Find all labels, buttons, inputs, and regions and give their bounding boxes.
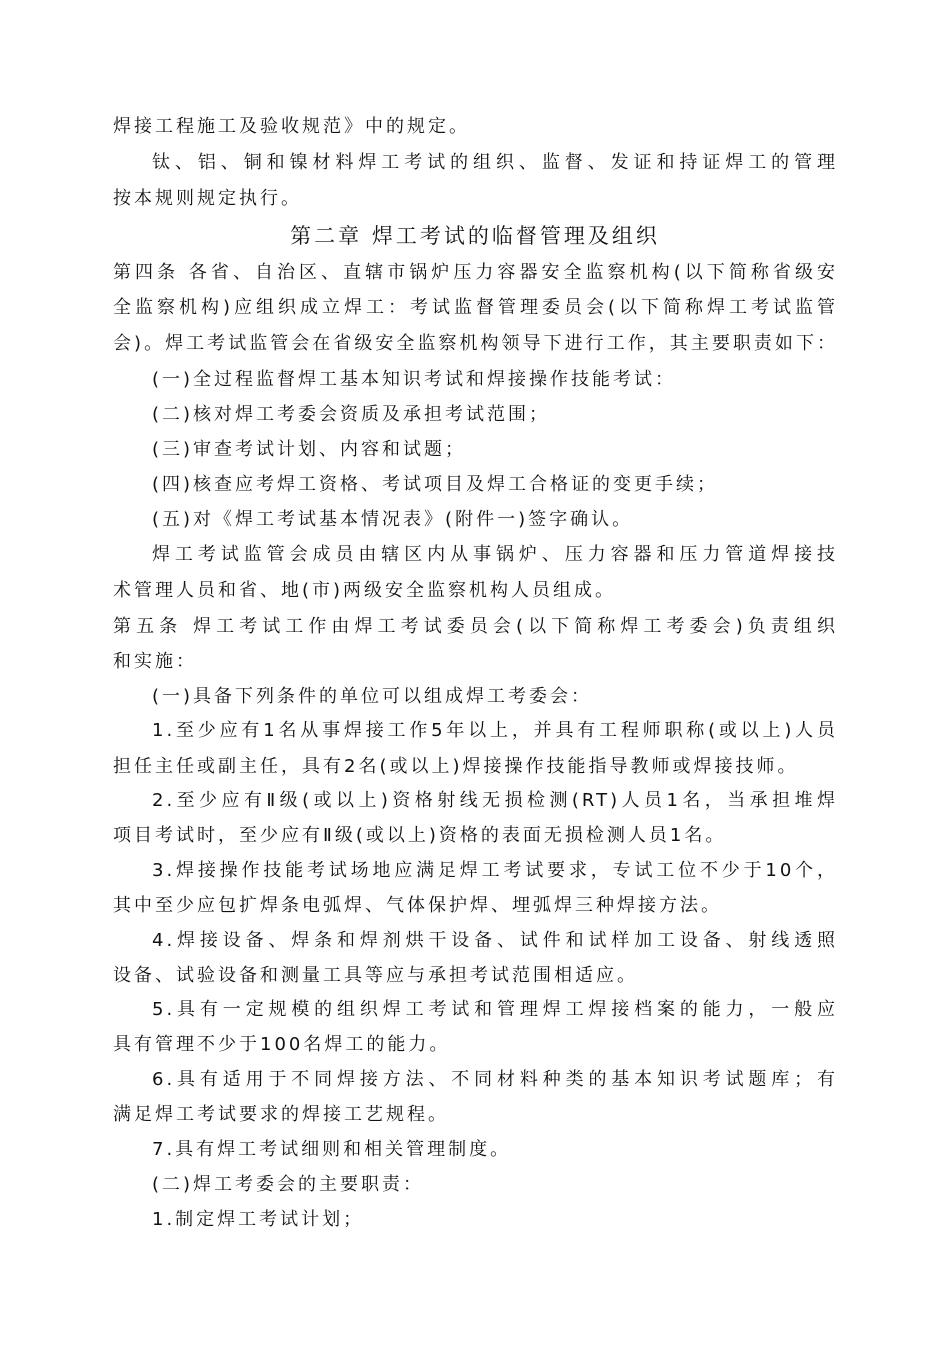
text-line: 和实施： <box>113 651 197 672</box>
text-line: 1.制定焊工考试计划； <box>152 1209 365 1230</box>
text-line: 6.具有适用于不同焊接方法、不同材料种类的基本知识考试题库；有 <box>152 1069 838 1090</box>
text-line: 项目考试时，至少应有Ⅱ级(或以上)资格的表面无损检测人员1名。 <box>113 825 727 846</box>
text-line: 具有管理不少于100名焊工的能力。 <box>113 1034 451 1055</box>
text-line: 5.具有一定规模的组织焊工考试和管理焊工焊接档案的能力，一般应 <box>152 999 838 1020</box>
text-line: 设备、试验设备和测量工具等应与承担考试范围相适应。 <box>113 965 638 986</box>
text-line: 担任主任或副主任，具有2名(或以上)焊接操作技能指导教师或焊接技师。 <box>113 756 799 777</box>
text-line: (一)全过程监督焊工基本知识考试和焊接操作技能考试： <box>152 369 677 390</box>
text-line: 焊接工程施工及验收规范》中的规定。 <box>113 116 470 137</box>
text-line: 7.具有焊工考试细则和相关管理制度。 <box>152 1139 512 1160</box>
text-line: 第四条 各省、自治区、直辖市锅炉压力容器安全监察机构(以下简称省级安 <box>113 262 838 283</box>
text-line: 其中至少应包扩焊条电弧焊、气体保护焊、埋弧焊三种焊接方法。 <box>113 895 722 916</box>
text-line: (二)焊工考委会的主要职责： <box>152 1174 425 1195</box>
chapter-heading: 第二章 焊工考试的临督管理及组织 <box>290 224 660 248</box>
text-line: 4.焊接设备、焊条和焊剂烘干设备、试件和试样加工设备、射线透照 <box>152 930 838 951</box>
text-line: 3.焊接操作技能考试场地应满足焊工考试要求，专试工位不少于10个， <box>152 860 838 881</box>
text-line: 会)。焊工考试监管会在省级安全监察机构领导下进行工作，其主要职责如下： <box>113 333 838 354</box>
text-line: 钛、铝、铜和镍材料焊工考试的组织、监督、发证和持证焊工的管理 <box>152 152 838 173</box>
text-line: (二)核对焊工考委会资质及承担考试范围； <box>152 404 551 425</box>
text-line: (三)审查考试计划、内容和试题； <box>152 439 467 460</box>
text-line: 2.至少应有Ⅱ级(或以上)资格射线无损检测(RT)人员1名，当承担堆焊 <box>152 790 838 811</box>
text-line: 1.至少应有1名从事焊接工作5年以上，并具有工程师职称(或以上)人员 <box>152 720 838 741</box>
text-line: 满足焊工考试要求的焊接工艺规程。 <box>113 1104 449 1125</box>
text-line: 第五条 焊工考试工作由焊工考试委员会(以下简称焊工考委会)负责组织 <box>113 616 838 637</box>
text-line: (五)对《焊工考试基本情况表》(附件一)签字确认。 <box>152 509 634 530</box>
text-line: 按本规则规定执行。 <box>113 188 302 209</box>
text-line: (四)核查应考焊工资格、考试项目及焊工合格证的变更手续； <box>152 474 719 495</box>
text-line: 焊工考试监管会成员由辖区内从事锅炉、压力容器和压力管道焊接技 <box>152 544 838 565</box>
text-line: 全监察机构)应组织成立焊工：考试监督管理委员会(以下简称焊工考试监管 <box>113 297 838 318</box>
text-line: 术管理人员和省、地(市)两级安全监察机构人员组成。 <box>113 580 617 601</box>
text-line: (一)具备下列条件的单位可以组成焊工考委会： <box>152 686 593 707</box>
